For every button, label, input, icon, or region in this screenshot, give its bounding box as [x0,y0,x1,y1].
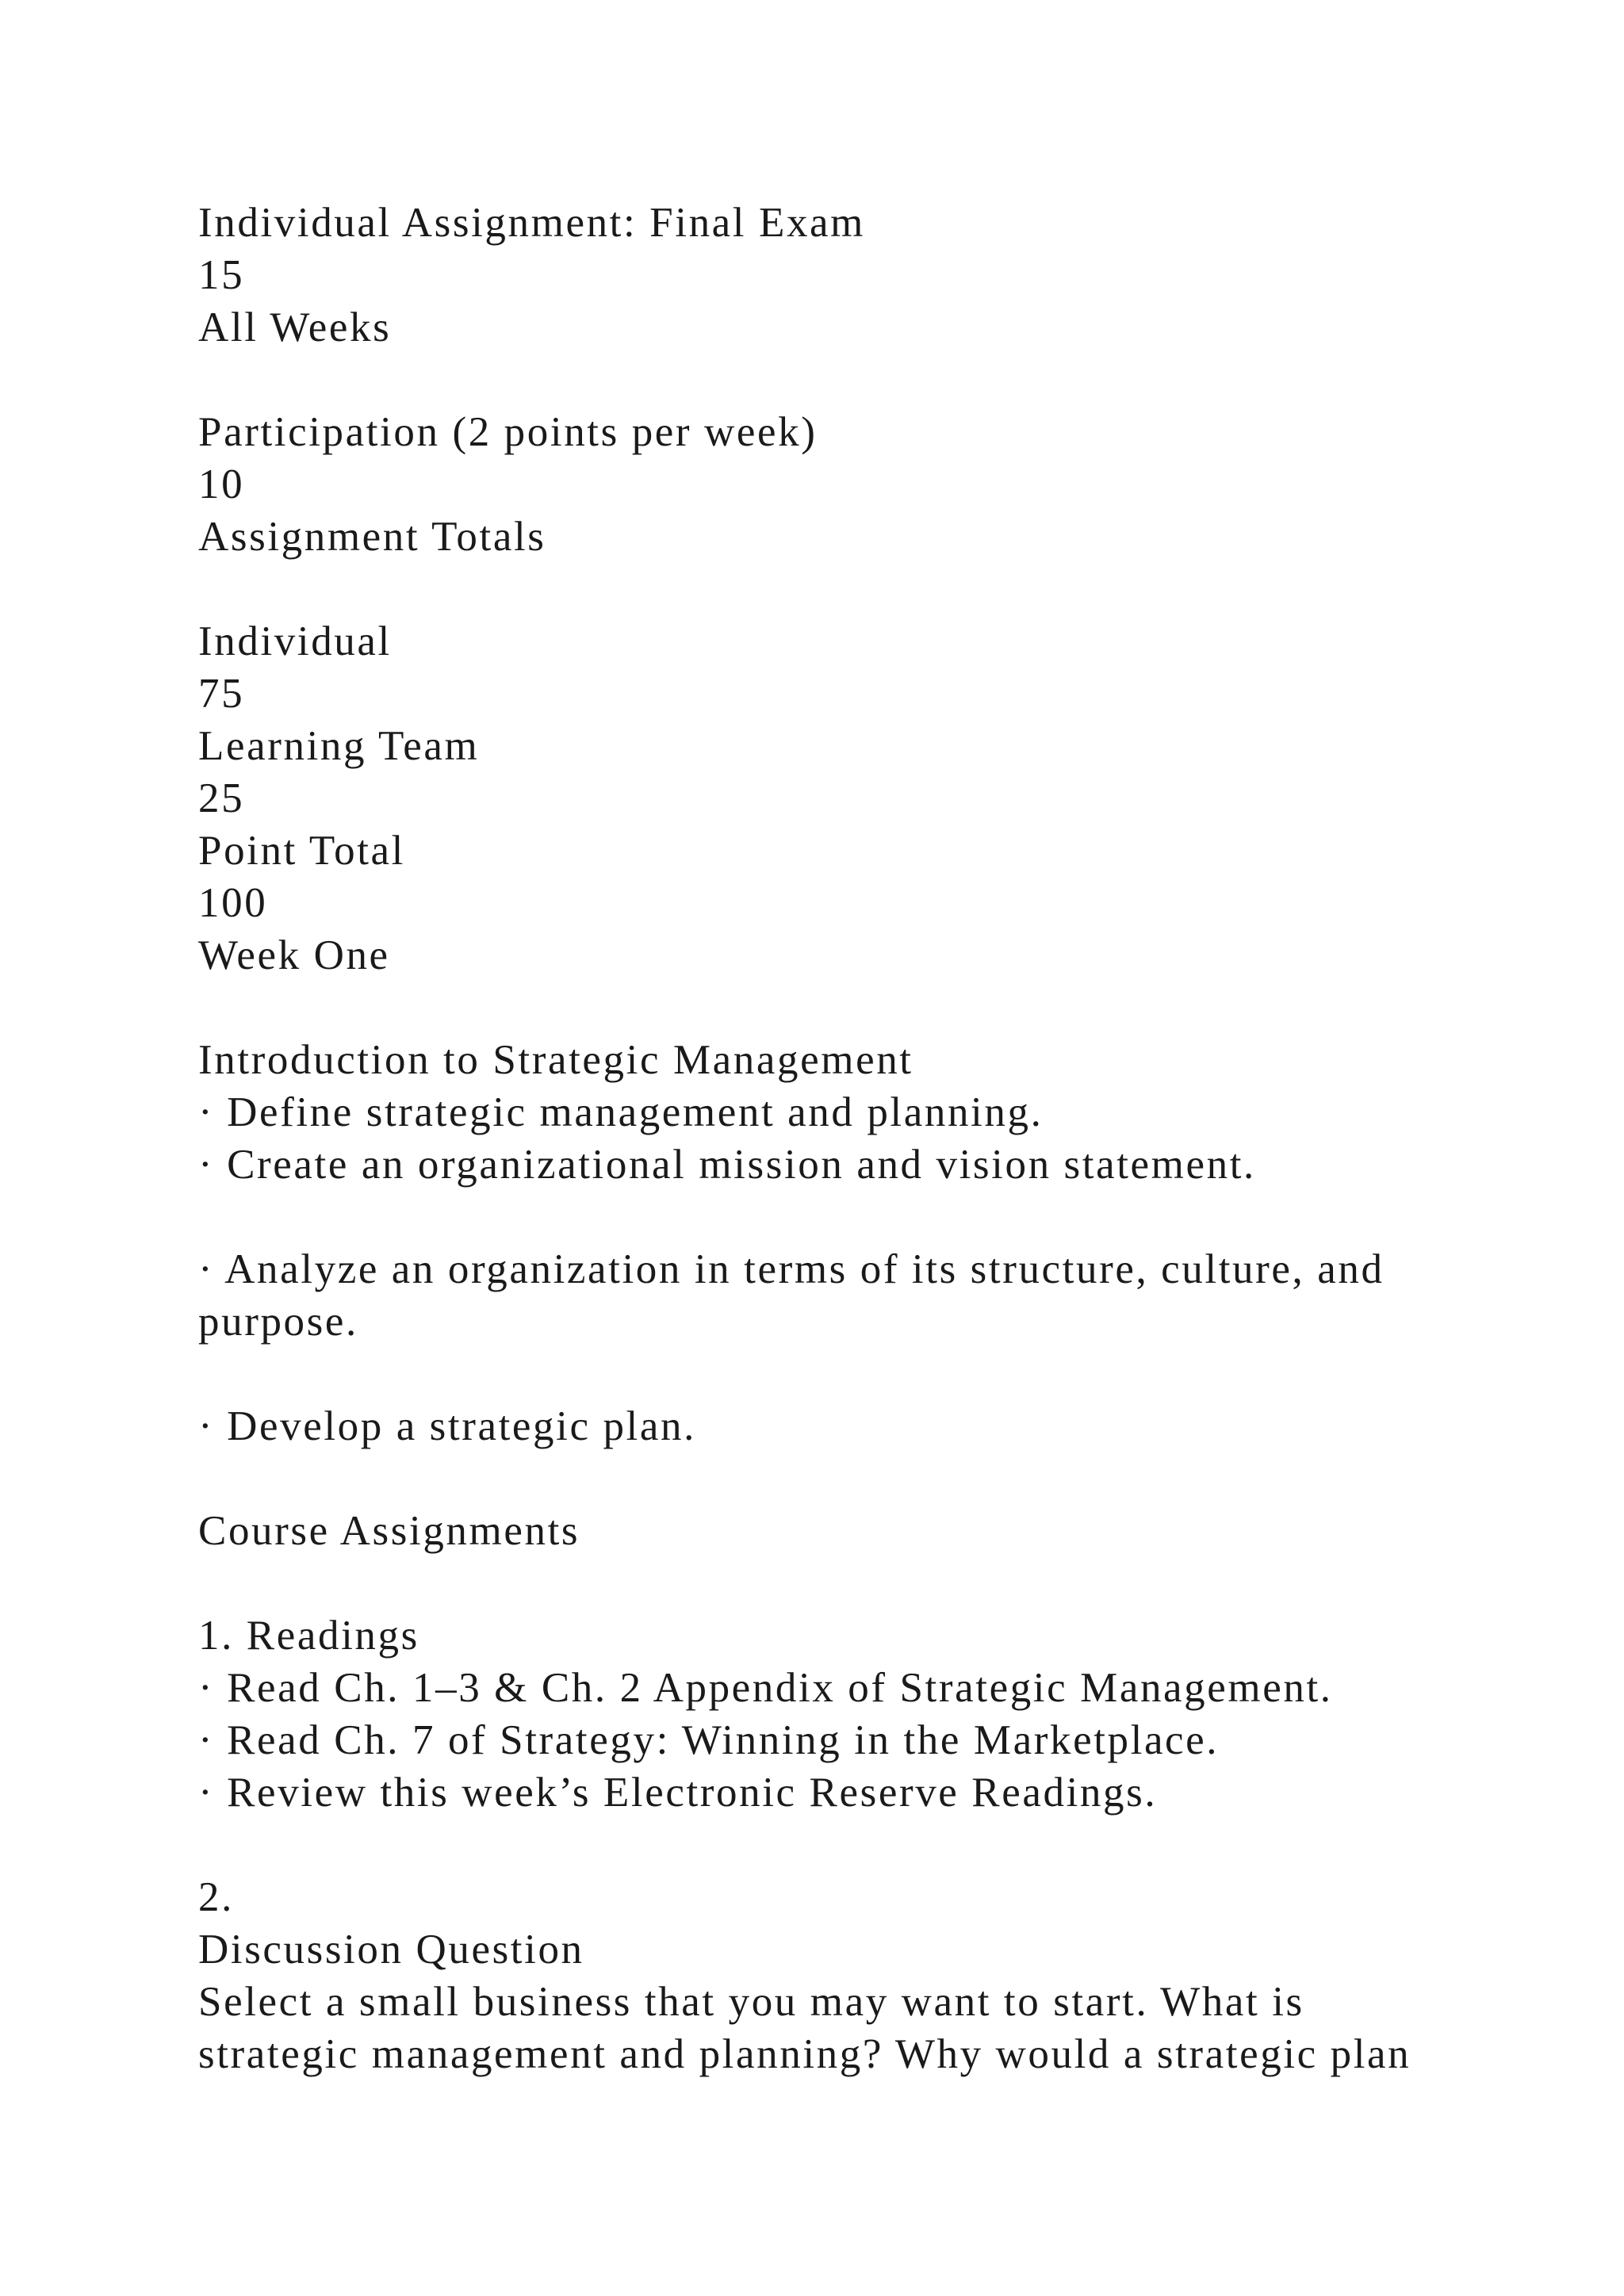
doc-line: Point Total [198,828,405,874]
blank-line [198,1557,1499,1609]
doc-line: Learning Team [198,723,480,769]
doc-line: · Develop a strategic plan. [198,1403,696,1449]
doc-line: 25 [198,775,245,821]
blank-line [198,563,1499,615]
doc-line: · Review this week’s Electronic Reserve Readings. [198,1770,1158,1816]
doc-line: Individual Assignment: Final Exam [198,200,865,246]
doc-line: Course Assignments [198,1508,580,1554]
document-body [198,197,1499,2080]
blank-line [198,982,1499,1034]
doc-line: Individual [198,618,392,664]
doc-line: Participation (2 points per week) [198,409,818,455]
doc-line: · Read Ch. 1–3 & Ch. 2 Appendix of Strategic Management. [198,1665,1333,1711]
doc-line: · Define strategic management and planning. [198,1089,1044,1135]
doc-line: 10 [198,461,245,507]
doc-line: 15 [198,252,245,298]
doc-line: Select a small business that you may want to start. What is [198,1979,1304,2025]
doc-line: Discussion Question [198,1927,584,1973]
blank-line [198,1819,1499,1871]
blank-line [198,1452,1499,1505]
doc-line: strategic management and planning? Why would a strategic plan [198,2031,1411,2077]
doc-line: 1. Readings [198,1613,419,1659]
blank-line [198,1348,1499,1400]
doc-line: · Create an organizational mission and vision statement. [198,1142,1256,1188]
doc-line: 75 [198,671,245,717]
doc-line: Week One [198,932,390,978]
doc-line: purpose. [198,1299,358,1345]
doc-line: 2. [198,1874,234,1920]
doc-line: 100 [198,880,268,926]
doc-line: · Analyze an organization in terms of its structure, culture, and [198,1246,1385,1292]
doc-line: Assignment Totals [198,514,546,560]
doc-line: All Weeks [198,304,392,350]
blank-line [198,1191,1499,1243]
blank-line [198,354,1499,406]
doc-line: Introduction to Strategic Management [198,1037,914,1083]
doc-line: · Read Ch. 7 of Strategy: Winning in the Marketplace. [198,1717,1220,1763]
